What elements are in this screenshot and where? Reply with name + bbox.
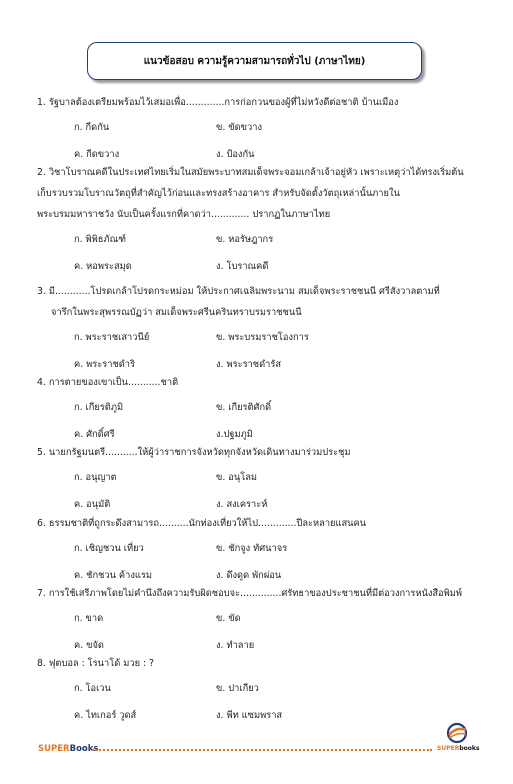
answer-option[interactable]: ง. ดึงดูด พักผ่อน bbox=[216, 570, 282, 581]
question-text: 7. การใช้เสรีภาพโดยไม่คำนึงถึงความรับผิดชอบจะ..............ศรัทธาของประชาชนที่มีต่อวงการหนังสือพิมพ์ bbox=[37, 588, 463, 599]
page-title-box bbox=[87, 42, 422, 80]
answer-option[interactable]: ง. ทำลาย bbox=[216, 640, 255, 651]
footer-brand bbox=[38, 744, 98, 754]
question-text: 8. ฟุตบอล : โรนาโด้ มวย : ? bbox=[37, 658, 154, 669]
question-text: 1. รัฐบาลต้องเตรียมพร้อมไว้เสมอเพื่อ.............การก่อกวนของผู้ที่ไม่หวังดีต่อชาติ บ้านเมือง bbox=[37, 97, 399, 108]
question-text-continued: เก็บรวบรวมโบราณวัตถุที่สำคัญไว้ก่อนและทรงสร้างอาคาร สำหรับจัดตั้งวัตถุเหล่านั้นภายใน bbox=[37, 188, 400, 199]
answer-option[interactable]: ค. หอพระสมุด bbox=[74, 261, 132, 272]
answer-option[interactable]: ข. ปาเกียว bbox=[216, 683, 259, 694]
question-text: 2. วิชาโบราณคดีในประเทศไทยเริ่มในสมัยพระบาทสมเด็จพระจอมเกล้าเจ้าอยู่หัว เพราะเหตุว่าได้ทรงเริ่มต้น bbox=[37, 167, 464, 178]
answer-option[interactable]: ค. ขจัด bbox=[74, 640, 104, 651]
answer-option[interactable]: ก. เชิญชวน เที่ยว bbox=[74, 543, 144, 554]
answer-option[interactable]: ก. เกียรติภูมิ bbox=[74, 402, 124, 413]
answer-option[interactable]: ง. พีท แซมพราส bbox=[216, 710, 283, 721]
answer-option[interactable]: ข. ขัด bbox=[216, 613, 241, 624]
answer-option[interactable]: ข. อนุโลม bbox=[216, 472, 258, 483]
answer-option[interactable]: ก. ขาด bbox=[74, 613, 104, 624]
logo-swirl-icon bbox=[446, 722, 468, 744]
answer-option[interactable]: ค. ไทเกอร์ วูดส์ bbox=[74, 710, 137, 721]
question-text: 5. นายกรัฐมนตรี...........ให้ผู้ว่าราชการจังหวัดทุกจังหวัดเดินทางมาร่วมประชุม bbox=[37, 447, 351, 458]
answer-option[interactable]: ค. ชักชวน ค้างแรม bbox=[74, 570, 153, 581]
answer-option[interactable]: ง. ป้องกัน bbox=[216, 149, 255, 160]
answer-option[interactable]: ก. อนุญาต bbox=[74, 472, 117, 483]
answer-option[interactable]: ข. หอรัษฎากร bbox=[216, 234, 274, 245]
footer-brand-super: SUPER bbox=[38, 744, 70, 754]
answer-option[interactable]: ก. โอเวน bbox=[74, 683, 111, 694]
logo-text-super: SUPER bbox=[437, 745, 460, 752]
superbooks-logo bbox=[437, 722, 479, 756]
answer-option[interactable]: ข. ขัดขวาง bbox=[216, 122, 262, 133]
question-text: 6. ธรรมชาติที่ถูกระดึงสามารถ..........นักท่องเที่ยวให้ไป.............ปีละหลายแสนคน bbox=[37, 518, 367, 529]
logo-text-books: books bbox=[459, 745, 480, 752]
page-title: แนวข้อสอบ ความรู้ความสามารถทั่วไป (ภาษาไทย) bbox=[143, 55, 366, 67]
answer-option[interactable]: ก. พิพิธภัณฑ์ bbox=[74, 234, 126, 245]
answer-option[interactable]: ก. พระราชเสาวนีย์ bbox=[74, 332, 150, 343]
question-text: 4. การตายของเขาเป็น...........ชาติ bbox=[37, 377, 179, 388]
answer-option[interactable]: ค. กีดขวาง bbox=[74, 149, 120, 160]
answer-option[interactable]: ง. พระราชดำรัส bbox=[216, 359, 282, 370]
answer-option[interactable]: ง. สงเคราะห์ bbox=[216, 499, 268, 510]
footer-brand-books: Books bbox=[69, 744, 99, 754]
question-text-continued: จารึกในพระสุพรรณบัฏว่า สมเด็จพระศรีนครินทราบรมราชชนนี bbox=[51, 307, 302, 318]
answer-option[interactable]: ง.ปฐมภูมิ bbox=[216, 429, 253, 440]
answer-option[interactable]: ง. โบราณคดี bbox=[216, 261, 269, 272]
answer-option[interactable]: ข. พระบรมราชโองการ bbox=[216, 332, 309, 343]
answer-option[interactable]: ข. ชักจูง ทัศนาจร bbox=[216, 543, 288, 554]
answer-option[interactable]: ค. พระราชดำริ bbox=[74, 359, 136, 370]
logo-text bbox=[437, 745, 479, 752]
question-text: 3. มี............โปรดเกล้าโปรดกระหม่อม ให้ประกาศเฉลิมพระนาม สมเด็จพระราชชนนี ศรีสังวาลตามที่ bbox=[37, 286, 440, 297]
question-text-continued: พระบรมมหาราชวัง นับเป็นครั้งแรกที่คาดว่า............. ปรากฏในภาษาไทย bbox=[37, 209, 331, 220]
answer-option[interactable]: ค. ศักดิ์ศรี bbox=[74, 429, 115, 440]
answer-option[interactable]: ข. เกียรติศักดิ์ bbox=[216, 402, 272, 413]
answer-option[interactable]: ค. อนุมัติ bbox=[74, 499, 111, 510]
answer-option[interactable]: ก. กีดกัน bbox=[74, 122, 110, 133]
footer-divider bbox=[92, 749, 432, 751]
